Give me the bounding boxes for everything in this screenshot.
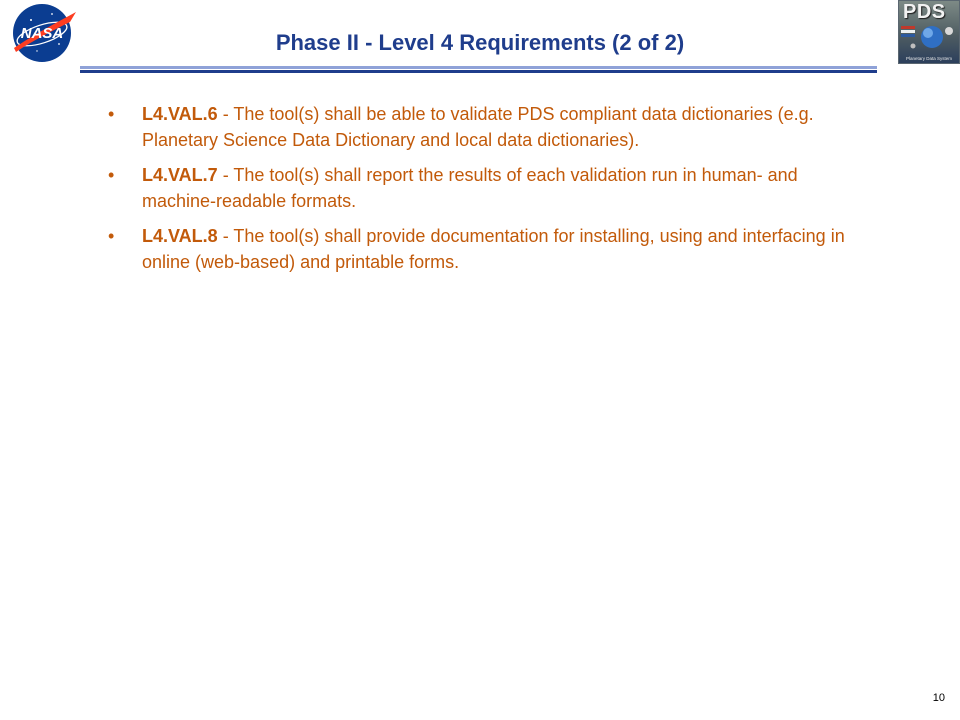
requirement-text: - The tool(s) shall provide documentation for installing, using and interfacing in online (web-based) and printable forms. <box>142 226 845 272</box>
bullet-icon: • <box>108 104 115 124</box>
title-divider-light <box>80 66 877 69</box>
requirement-text: - The tool(s) shall report the results of each validation run in human- and machine-readable formats. <box>142 165 798 211</box>
requirement-id: L4.VAL.8 <box>142 226 218 246</box>
bullet-icon: • <box>108 226 115 246</box>
title-divider <box>80 66 877 75</box>
nasa-logo-text: NASA <box>20 25 64 42</box>
requirement-id: L4.VAL.6 <box>142 104 218 124</box>
page-number: 10 <box>932 692 945 704</box>
pds-logo-caption: Planetary Data System <box>905 56 953 61</box>
pds-logo-text: PDS <box>903 1 946 23</box>
requirements-list <box>108 101 868 284</box>
requirement-text: - The tool(s) shall be able to validate PDS compliant data dictionaries (e.g. Planetary Science Data Dictionary and local data dictionaries). <box>142 104 814 150</box>
requirement-id: L4.VAL.7 <box>142 165 218 185</box>
title-divider-dark <box>80 70 877 73</box>
slide-title: Phase II - Level 4 Requirements (2 of 2) <box>275 30 685 55</box>
requirement-item <box>108 101 868 153</box>
requirement-item <box>108 162 868 214</box>
requirement-item <box>108 223 868 275</box>
bullet-icon: • <box>108 165 115 185</box>
